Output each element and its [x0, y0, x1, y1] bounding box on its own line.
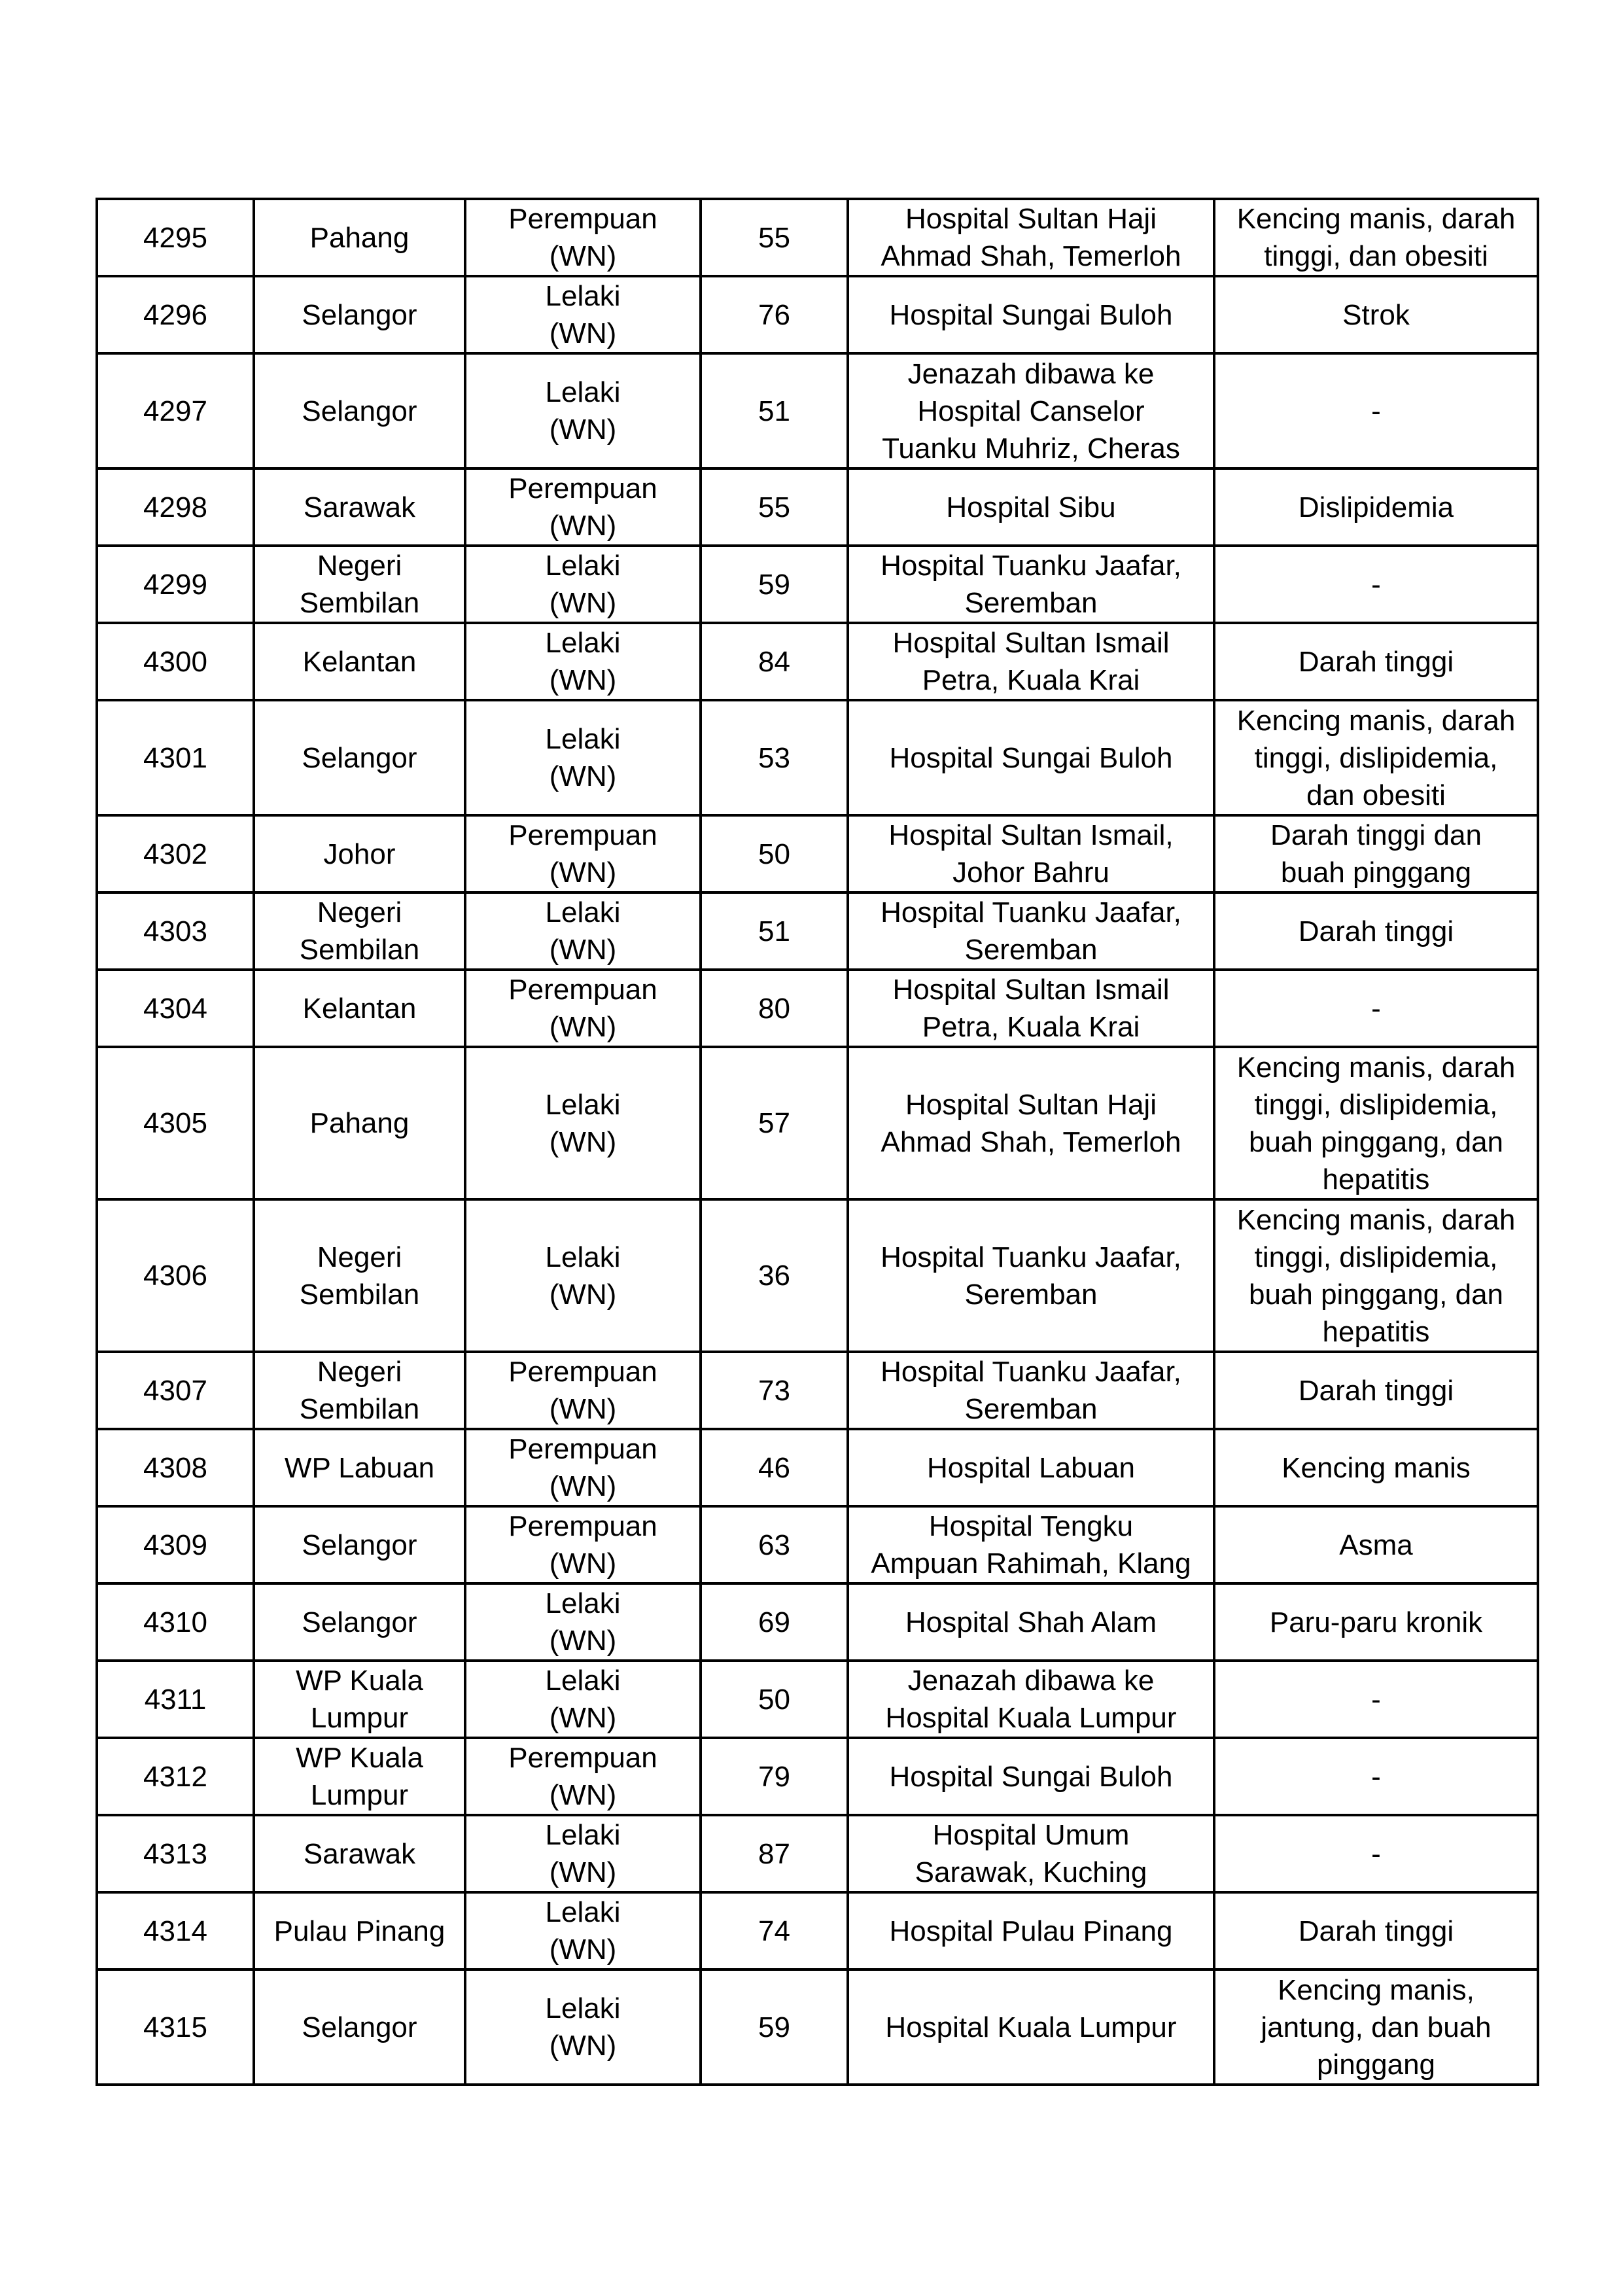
table-row — [97, 1969, 1538, 2085]
case-number-cell — [97, 700, 254, 815]
table-row — [97, 1352, 1538, 1429]
hospital-text: Hospital Tuanku Jaafar, Seremban — [881, 896, 1181, 966]
state-cell — [254, 276, 465, 353]
age-text: 51 — [758, 395, 790, 427]
age-cell — [701, 1738, 848, 1815]
comorbidity-text: Darah tinggi — [1298, 1915, 1454, 1947]
gender-cell — [465, 700, 701, 815]
table-row — [97, 623, 1538, 700]
comorbidity-cell — [1214, 1047, 1538, 1199]
state-text: Kelantan — [302, 645, 417, 678]
age-text: 55 — [758, 221, 790, 254]
case-number-text: 4303 — [143, 915, 207, 947]
age-text: 74 — [758, 1915, 790, 1947]
gender-text: Lelaki (WN) — [545, 1587, 621, 1657]
comorbidity-cell — [1214, 1199, 1538, 1352]
comorbidity-cell — [1214, 970, 1538, 1047]
hospital-cell — [848, 1738, 1214, 1815]
age-text: 46 — [758, 1451, 790, 1484]
case-number-text: 4302 — [143, 838, 207, 870]
comorbidity-cell — [1214, 892, 1538, 970]
comorbidity-cell — [1214, 1892, 1538, 1969]
comorbidity-text: - — [1371, 568, 1381, 601]
case-number-text: 4304 — [143, 992, 207, 1025]
hospital-text: Hospital Pulau Pinang — [889, 1915, 1173, 1947]
gender-text: Lelaki (WN) — [545, 1665, 621, 1734]
gender-text: Lelaki (WN) — [545, 1241, 621, 1311]
comorbidity-text: Kencing manis, darah tinggi, dislipidemia, buah pinggang, dan hepatitis — [1236, 1203, 1516, 1348]
comorbidity-cell — [1214, 353, 1538, 468]
comorbidity-cell — [1214, 1815, 1538, 1892]
state-cell — [254, 1429, 465, 1506]
age-cell — [701, 1892, 848, 1969]
case-number-text: 4310 — [143, 1606, 207, 1638]
gender-cell — [465, 468, 701, 546]
state-cell — [254, 1583, 465, 1661]
age-cell — [701, 1199, 848, 1352]
hospital-cell — [848, 468, 1214, 546]
gender-text: Lelaki (WN) — [545, 1992, 621, 2062]
case-number-cell — [97, 1738, 254, 1815]
age-text: 51 — [758, 915, 790, 947]
case-number-cell — [97, 1352, 254, 1429]
case-number-text: 4311 — [144, 1683, 207, 1716]
hospital-cell — [848, 1969, 1214, 2085]
age-text: 53 — [758, 741, 790, 774]
age-cell — [701, 468, 848, 546]
gender-cell — [465, 1661, 701, 1738]
comorbidity-cell — [1214, 1969, 1538, 2085]
case-number-cell — [97, 623, 254, 700]
case-number-cell — [97, 276, 254, 353]
comorbidity-cell — [1214, 1661, 1538, 1738]
gender-text: Perempuan (WN) — [508, 819, 657, 889]
age-text: 80 — [758, 992, 790, 1025]
state-text: Negeri Sembilan — [299, 1241, 420, 1311]
table-row — [97, 1506, 1538, 1583]
age-cell — [701, 970, 848, 1047]
comorbidity-text: Kencing manis, darah tinggi, dislipidemia, buah pinggang, dan hepatitis — [1236, 1051, 1516, 1195]
case-number-cell — [97, 1969, 254, 2085]
age-cell — [701, 353, 848, 468]
hospital-text: Hospital Tuanku Jaafar, Seremban — [881, 550, 1181, 619]
case-number-cell — [97, 1199, 254, 1352]
table-row — [97, 1892, 1538, 1969]
table-row — [97, 1429, 1538, 1506]
comorbidity-text: - — [1371, 992, 1381, 1025]
gender-text: Lelaki (WN) — [545, 1819, 621, 1888]
state-cell — [254, 1815, 465, 1892]
comorbidity-cell — [1214, 815, 1538, 892]
comorbidity-text: - — [1371, 1837, 1381, 1870]
table-row — [97, 1815, 1538, 1892]
hospital-cell — [848, 700, 1214, 815]
state-cell — [254, 892, 465, 970]
case-number-text: 4296 — [143, 298, 207, 331]
state-text: Selangor — [302, 741, 417, 774]
age-cell — [701, 1506, 848, 1583]
comorbidity-cell — [1214, 1429, 1538, 1506]
state-text: Kelantan — [302, 992, 417, 1025]
gender-cell — [465, 199, 701, 276]
gender-cell — [465, 1199, 701, 1352]
hospital-text: Hospital Umum Sarawak, Kuching — [915, 1819, 1147, 1888]
table-row — [97, 815, 1538, 892]
age-cell — [701, 815, 848, 892]
hospital-cell — [848, 1661, 1214, 1738]
gender-cell — [465, 1892, 701, 1969]
table-row — [97, 199, 1538, 276]
gender-text: Lelaki (WN) — [545, 376, 621, 446]
state-text: Pahang — [309, 1107, 410, 1139]
gender-cell — [465, 1815, 701, 1892]
state-text: Negeri Sembilan — [299, 1356, 420, 1425]
table-row — [97, 1583, 1538, 1661]
state-text: WP Kuala Lumpur — [296, 1665, 423, 1734]
table-row — [97, 468, 1538, 546]
comorbidity-text: - — [1371, 1683, 1381, 1716]
age-text: 63 — [758, 1528, 790, 1561]
table-row — [97, 546, 1538, 623]
hospital-text: Hospital Labuan — [926, 1451, 1135, 1484]
hospital-text: Hospital Tengku Ampuan Rahimah, Klang — [871, 1510, 1191, 1580]
comorbidity-text: - — [1371, 1760, 1381, 1793]
hospital-text: Hospital Sultan Ismail, Johor Bahru — [888, 819, 1174, 889]
state-text: Pahang — [309, 221, 410, 254]
hospital-text: Hospital Sultan Haji Ahmad Shah, Temerloh — [881, 203, 1181, 272]
table-row — [97, 353, 1538, 468]
hospital-text: Hospital Sungai Buloh — [889, 741, 1173, 774]
hospital-cell — [848, 1429, 1214, 1506]
hospital-text: Hospital Sibu — [946, 491, 1116, 523]
death-record-table — [96, 198, 1539, 2086]
hospital-text: Hospital Sungai Buloh — [889, 298, 1173, 331]
comorbidity-text: Darah tinggi — [1298, 1374, 1454, 1407]
comorbidity-text: Asma — [1339, 1528, 1413, 1561]
table-row — [97, 1661, 1538, 1738]
table-row — [97, 892, 1538, 970]
case-number-text: 4295 — [143, 221, 207, 254]
case-number-cell — [97, 1047, 254, 1199]
gender-text: Perempuan (WN) — [508, 1433, 657, 1502]
state-text: WP Labuan — [284, 1451, 435, 1484]
gender-cell — [465, 1969, 701, 2085]
hospital-text: Hospital Tuanku Jaafar, Seremban — [881, 1356, 1181, 1425]
case-number-text: 4314 — [143, 1915, 207, 1947]
table-row — [97, 970, 1538, 1047]
comorbidity-cell — [1214, 1506, 1538, 1583]
hospital-cell — [848, 1892, 1214, 1969]
case-number-text: 4298 — [143, 491, 207, 523]
age-cell — [701, 1661, 848, 1738]
gender-cell — [465, 815, 701, 892]
gender-cell — [465, 546, 701, 623]
age-text: 36 — [758, 1260, 790, 1292]
state-text: Selangor — [302, 1606, 417, 1638]
state-text: Selangor — [302, 298, 417, 331]
state-cell — [254, 1352, 465, 1429]
case-number-cell — [97, 1892, 254, 1969]
case-number-cell — [97, 1506, 254, 1583]
state-cell — [254, 1892, 465, 1969]
case-number-text: 4307 — [143, 1374, 207, 1407]
case-number-cell — [97, 546, 254, 623]
age-cell — [701, 1429, 848, 1506]
comorbidity-cell — [1214, 276, 1538, 353]
state-cell — [254, 1969, 465, 2085]
state-cell — [254, 1506, 465, 1583]
age-cell — [701, 892, 848, 970]
state-text: Sarawak — [303, 1837, 416, 1870]
hospital-cell — [848, 1506, 1214, 1583]
age-cell — [701, 623, 848, 700]
hospital-cell — [848, 1815, 1214, 1892]
case-number-cell — [97, 1583, 254, 1661]
gender-cell — [465, 1506, 701, 1583]
state-text: WP Kuala Lumpur — [296, 1742, 423, 1811]
case-number-text: 4313 — [143, 1837, 207, 1870]
gender-text: Lelaki (WN) — [545, 723, 621, 792]
comorbidity-cell — [1214, 1583, 1538, 1661]
case-number-text: 4312 — [143, 1760, 207, 1793]
case-number-cell — [97, 970, 254, 1047]
gender-text: Perempuan (WN) — [508, 472, 657, 542]
age-cell — [701, 546, 848, 623]
table-row — [97, 1047, 1538, 1199]
comorbidity-text: Kencing manis — [1282, 1451, 1471, 1484]
state-cell — [254, 199, 465, 276]
case-number-cell — [97, 353, 254, 468]
state-cell — [254, 1047, 465, 1199]
state-text: Pulau Pinang — [273, 1915, 445, 1947]
gender-cell — [465, 623, 701, 700]
hospital-cell — [848, 970, 1214, 1047]
hospital-cell — [848, 623, 1214, 700]
age-text: 57 — [758, 1107, 790, 1139]
age-cell — [701, 1047, 848, 1199]
gender-text: Lelaki (WN) — [545, 1088, 621, 1158]
comorbidity-cell — [1214, 468, 1538, 546]
hospital-text: Hospital Shah Alam — [905, 1606, 1157, 1638]
state-cell — [254, 700, 465, 815]
hospital-text: Hospital Sungai Buloh — [889, 1760, 1173, 1793]
comorbidity-text: Strok — [1342, 298, 1410, 331]
case-number-text: 4315 — [143, 2011, 207, 2043]
gender-text: Lelaki (WN) — [545, 896, 621, 966]
hospital-text: Hospital Sultan Ismail Petra, Kuala Krai — [892, 627, 1170, 696]
hospital-text: Hospital Tuanku Jaafar, Seremban — [881, 1241, 1181, 1311]
case-number-text: 4297 — [143, 395, 207, 427]
gender-text: Perempuan (WN) — [508, 203, 657, 272]
state-cell — [254, 970, 465, 1047]
hospital-text: Hospital Sultan Ismail Petra, Kuala Krai — [892, 974, 1170, 1043]
age-text: 79 — [758, 1760, 790, 1793]
state-text: Negeri Sembilan — [299, 896, 420, 966]
case-number-text: 4306 — [143, 1260, 207, 1292]
state-cell — [254, 1661, 465, 1738]
state-text: Selangor — [302, 2011, 417, 2043]
gender-text: Perempuan (WN) — [508, 1510, 657, 1580]
hospital-cell — [848, 276, 1214, 353]
comorbidity-text: Kencing manis, darah tinggi, dan obesiti — [1236, 203, 1516, 272]
hospital-text: Hospital Sultan Haji Ahmad Shah, Temerloh — [881, 1088, 1181, 1158]
case-number-cell — [97, 468, 254, 546]
age-cell — [701, 1815, 848, 1892]
hospital-cell — [848, 546, 1214, 623]
gender-text: Lelaki (WN) — [545, 627, 621, 696]
hospital-cell — [848, 815, 1214, 892]
case-number-cell — [97, 1815, 254, 1892]
comorbidity-cell — [1214, 1738, 1538, 1815]
gender-text: Lelaki (WN) — [545, 280, 621, 349]
state-text: Negeri Sembilan — [299, 550, 420, 619]
age-cell — [701, 276, 848, 353]
state-cell — [254, 546, 465, 623]
comorbidity-cell — [1214, 623, 1538, 700]
hospital-cell — [848, 1199, 1214, 1352]
state-cell — [254, 468, 465, 546]
hospital-cell — [848, 1047, 1214, 1199]
comorbidity-cell — [1214, 700, 1538, 815]
age-cell — [701, 1583, 848, 1661]
gender-text: Perempuan (WN) — [508, 1356, 657, 1425]
state-cell — [254, 1199, 465, 1352]
gender-cell — [465, 970, 701, 1047]
comorbidity-text: Kencing manis, darah tinggi, dislipidemia, dan obesiti — [1236, 704, 1516, 811]
gender-cell — [465, 1738, 701, 1815]
age-text: 87 — [758, 1837, 790, 1870]
age-text: 50 — [758, 838, 790, 870]
gender-text: Perempuan (WN) — [508, 974, 657, 1043]
age-text: 59 — [758, 2011, 790, 2043]
state-cell — [254, 1738, 465, 1815]
case-number-text: 4301 — [143, 741, 207, 774]
gender-text: Lelaki (WN) — [545, 550, 621, 619]
case-number-cell — [97, 892, 254, 970]
gender-cell — [465, 1429, 701, 1506]
gender-cell — [465, 1583, 701, 1661]
case-number-text: 4299 — [143, 568, 207, 601]
table-body — [97, 199, 1538, 2085]
case-number-text: 4305 — [143, 1107, 207, 1139]
comorbidity-text: Darah tinggi dan buah pinggang — [1270, 819, 1482, 889]
age-cell — [701, 1969, 848, 2085]
gender-text: Perempuan (WN) — [508, 1742, 657, 1811]
gender-cell — [465, 353, 701, 468]
age-text: 73 — [758, 1374, 790, 1407]
comorbidity-text: Kencing manis, jantung, dan buah pinggang — [1261, 1973, 1492, 2081]
case-number-text: 4308 — [143, 1451, 207, 1484]
case-number-cell — [97, 1661, 254, 1738]
case-number-cell — [97, 815, 254, 892]
age-cell — [701, 1352, 848, 1429]
gender-cell — [465, 1047, 701, 1199]
table-row — [97, 700, 1538, 815]
age-text: 84 — [758, 645, 790, 678]
comorbidity-cell — [1214, 546, 1538, 623]
age-cell — [701, 700, 848, 815]
age-text: 50 — [758, 1683, 790, 1716]
hospital-cell — [848, 353, 1214, 468]
age-text: 76 — [758, 298, 790, 331]
hospital-cell — [848, 1352, 1214, 1429]
comorbidity-text: - — [1371, 395, 1381, 427]
hospital-cell — [848, 1583, 1214, 1661]
case-number-cell — [97, 1429, 254, 1506]
hospital-text: Jenazah dibawa ke Hospital Canselor Tuanku Muhriz, Cheras — [882, 357, 1180, 465]
comorbidity-text: Dislipidemia — [1298, 491, 1454, 523]
state-cell — [254, 623, 465, 700]
age-text: 55 — [758, 491, 790, 523]
comorbidity-text: Darah tinggi — [1298, 645, 1454, 678]
hospital-cell — [848, 199, 1214, 276]
state-cell — [254, 815, 465, 892]
state-text: Johor — [323, 838, 396, 870]
table-row — [97, 1199, 1538, 1352]
comorbidity-cell — [1214, 199, 1538, 276]
gender-cell — [465, 1352, 701, 1429]
comorbidity-text: Paru-paru kronik — [1269, 1606, 1483, 1638]
table-row — [97, 276, 1538, 353]
hospital-text: Jenazah dibawa ke Hospital Kuala Lumpur — [885, 1665, 1177, 1734]
comorbidity-text: Darah tinggi — [1298, 915, 1454, 947]
hospital-text: Hospital Kuala Lumpur — [885, 2011, 1177, 2043]
age-text: 59 — [758, 568, 790, 601]
comorbidity-cell — [1214, 1352, 1538, 1429]
age-text: 69 — [758, 1606, 790, 1638]
table-row — [97, 1738, 1538, 1815]
state-text: Selangor — [302, 1528, 417, 1561]
gender-text: Lelaki (WN) — [545, 1896, 621, 1966]
hospital-cell — [848, 892, 1214, 970]
state-text: Selangor — [302, 395, 417, 427]
case-number-text: 4309 — [143, 1528, 207, 1561]
case-number-cell — [97, 199, 254, 276]
state-cell — [254, 353, 465, 468]
age-cell — [701, 199, 848, 276]
gender-cell — [465, 276, 701, 353]
gender-cell — [465, 892, 701, 970]
case-number-text: 4300 — [143, 645, 207, 678]
state-text: Sarawak — [303, 491, 416, 523]
